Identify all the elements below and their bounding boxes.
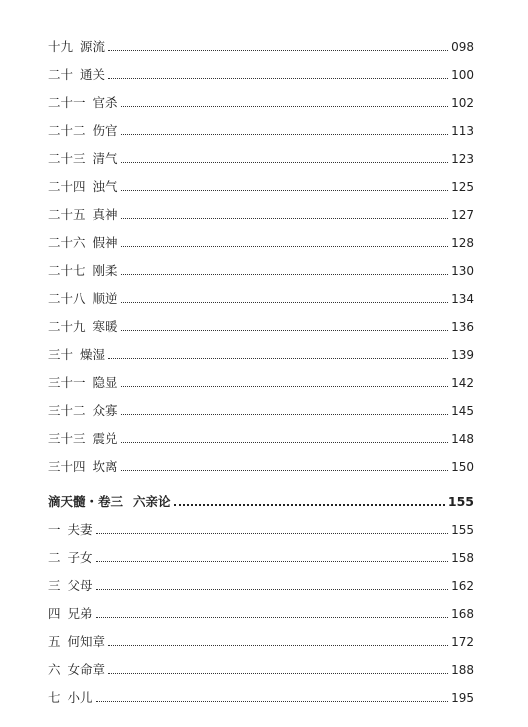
entry-number: 三 <box>48 578 61 593</box>
entry-title: 坎离 <box>92 459 118 474</box>
entry-title: 父母 <box>67 578 93 593</box>
entry-page-number: 125 <box>451 180 474 194</box>
entry-title: 刚柔 <box>92 263 118 278</box>
entry-title: 浊气 <box>92 179 118 194</box>
toc-entry <box>48 518 474 538</box>
dot-leader <box>121 134 449 135</box>
dot-leader <box>121 274 449 275</box>
dot-leader <box>121 106 449 107</box>
toc-entry <box>48 658 474 678</box>
toc-entry <box>48 35 474 55</box>
entry-number: 二十四 <box>48 179 86 194</box>
toc-entry <box>48 343 474 363</box>
section-page-number: 155 <box>447 494 474 509</box>
entry-number: 二十 <box>48 67 74 82</box>
entry-title: 兄弟 <box>67 606 93 621</box>
entry-number: 四 <box>48 606 61 621</box>
entry-number: 二十九 <box>48 319 86 334</box>
toc-entry <box>48 455 474 475</box>
entry-page-number: 139 <box>451 348 474 362</box>
entry-title: 真神 <box>92 207 118 222</box>
entry-title: 隐显 <box>92 375 118 390</box>
dot-leader <box>121 246 449 247</box>
entry-title: 官杀 <box>92 95 118 110</box>
toc-entry <box>48 371 474 391</box>
entry-page-number: 145 <box>451 404 474 418</box>
entry-number: 七 <box>48 690 61 705</box>
section-title: 六亲论 <box>133 494 171 509</box>
toc-entry <box>48 231 474 251</box>
entry-number: 二十一 <box>48 95 86 110</box>
entry-number: 三十三 <box>48 431 86 446</box>
entry-page-number: 195 <box>451 691 474 705</box>
entry-number: 十九 <box>48 39 74 54</box>
entry-page-number: 162 <box>451 579 474 593</box>
toc-entry <box>48 175 474 195</box>
entry-number: 三十二 <box>48 403 86 418</box>
toc-entry <box>48 147 474 167</box>
entry-page-number: 136 <box>451 320 474 334</box>
entry-page-number: 098 <box>451 40 474 54</box>
entry-title: 通关 <box>80 67 106 82</box>
entry-number: 二十六 <box>48 235 86 250</box>
dot-leader <box>121 302 449 303</box>
entry-number: 二十八 <box>48 291 86 306</box>
toc-entry <box>48 602 474 622</box>
entry-number: 三十四 <box>48 459 86 474</box>
entry-page-number: 168 <box>451 607 474 621</box>
dot-leader <box>96 561 449 562</box>
entry-page-number: 113 <box>451 124 474 138</box>
dot-leader <box>121 414 449 415</box>
entry-page-number: 155 <box>451 523 474 537</box>
entry-number: 三十 <box>48 347 74 362</box>
dot-leader <box>121 442 449 443</box>
entry-page-number: 142 <box>451 376 474 390</box>
entry-page-number: 148 <box>451 432 474 446</box>
entry-page-number: 150 <box>451 460 474 474</box>
entry-title: 小儿 <box>67 690 93 705</box>
dot-leader <box>96 533 449 534</box>
entry-title: 伤官 <box>92 123 118 138</box>
section-heading <box>48 490 474 510</box>
dot-leader <box>121 162 449 163</box>
toc-entry <box>48 399 474 419</box>
section-volume: 滴天髓・卷三 <box>48 494 124 509</box>
dot-leader <box>96 701 449 702</box>
dot-leader <box>174 504 445 506</box>
toc-entry <box>48 259 474 279</box>
entry-title: 顺逆 <box>92 291 118 306</box>
entry-title: 夫妻 <box>67 522 93 537</box>
toc-entry <box>48 427 474 447</box>
dot-leader <box>121 330 449 331</box>
entry-page-number: 102 <box>451 96 474 110</box>
entry-page-number: 130 <box>451 264 474 278</box>
toc-entry <box>48 203 474 223</box>
entry-title: 清气 <box>92 151 118 166</box>
entry-page-number: 128 <box>451 236 474 250</box>
dot-leader <box>108 50 448 51</box>
toc-entry <box>48 686 474 706</box>
entry-title: 众寡 <box>92 403 118 418</box>
toc-entry <box>48 574 474 594</box>
entry-number: 六 <box>48 662 61 677</box>
dot-leader <box>108 358 448 359</box>
entry-number: 二十七 <box>48 263 86 278</box>
entry-number: 二十三 <box>48 151 86 166</box>
toc-entry <box>48 630 474 650</box>
entry-page-number: 134 <box>451 292 474 306</box>
dot-leader <box>121 386 449 387</box>
entry-number: 三十一 <box>48 375 86 390</box>
dot-leader <box>108 645 448 646</box>
entry-number: 二十二 <box>48 123 86 138</box>
entry-title: 子女 <box>67 550 93 565</box>
entry-title: 寒暖 <box>92 319 118 334</box>
entry-number: 二十五 <box>48 207 86 222</box>
entry-page-number: 123 <box>451 152 474 166</box>
entry-page-number: 158 <box>451 551 474 565</box>
toc-entry <box>48 315 474 335</box>
dot-leader <box>108 673 448 674</box>
dot-leader <box>96 589 449 590</box>
dot-leader <box>121 218 449 219</box>
entry-page-number: 172 <box>451 635 474 649</box>
entry-page-number: 127 <box>451 208 474 222</box>
entry-page-number: 188 <box>451 663 474 677</box>
entry-title: 何知章 <box>67 634 106 649</box>
entry-title: 燥湿 <box>80 347 106 362</box>
toc-entry <box>48 91 474 111</box>
toc-entry <box>48 119 474 139</box>
entry-title: 源流 <box>80 39 106 54</box>
toc-entry <box>48 546 474 566</box>
dot-leader <box>108 78 448 79</box>
dot-leader <box>121 190 449 191</box>
entry-number: 二 <box>48 550 61 565</box>
entry-title: 假神 <box>92 235 118 250</box>
toc-entry <box>48 287 474 307</box>
entry-number: 一 <box>48 522 61 537</box>
entry-page-number: 100 <box>451 68 474 82</box>
dot-leader <box>96 617 449 618</box>
toc-entry <box>48 63 474 83</box>
entry-title: 女命章 <box>67 662 106 677</box>
entry-number: 五 <box>48 634 61 649</box>
dot-leader <box>121 470 449 471</box>
entry-title: 震兑 <box>92 431 118 446</box>
